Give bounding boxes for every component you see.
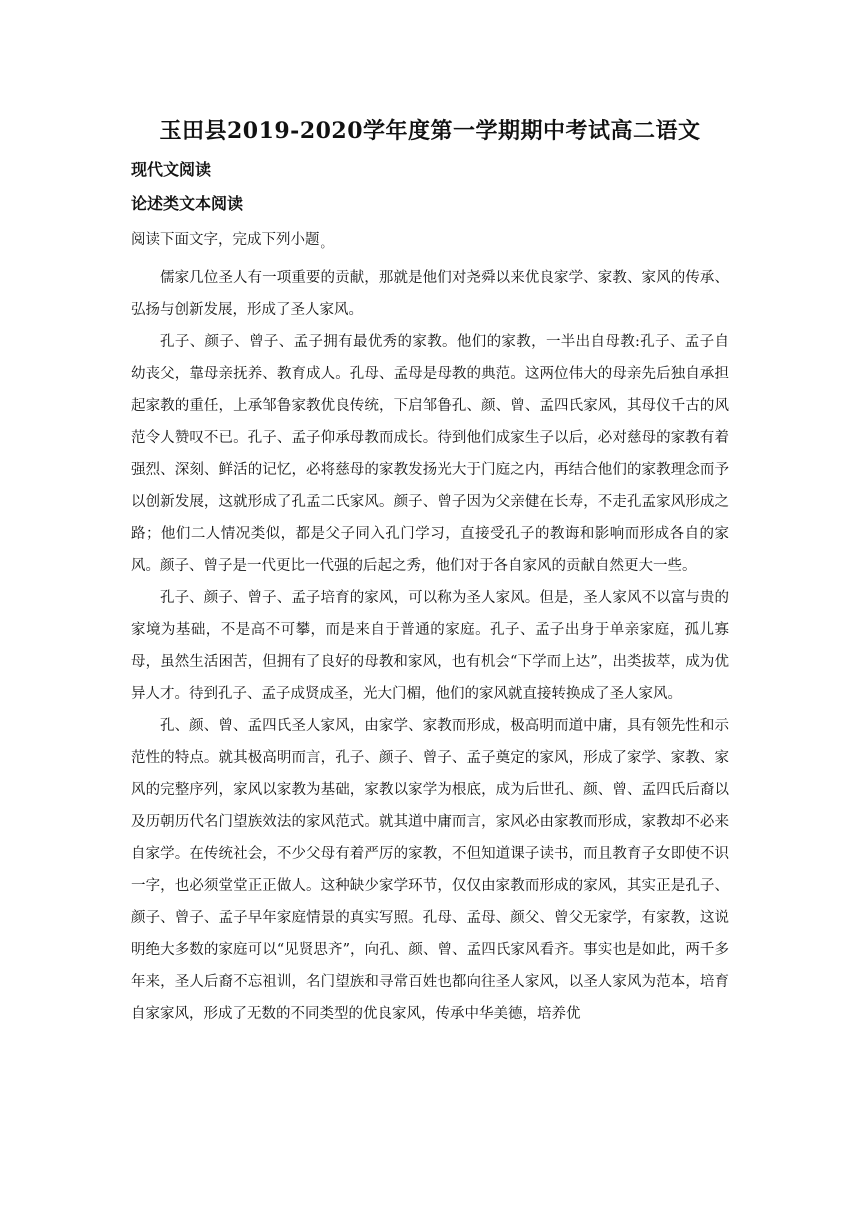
passage-paragraph: 孔子、颜子、曾子、孟子培育的家风，可以称为圣人家风。但是，圣人家风不以富与贵的家境为基础，不是高不可攀，而是来自于普通的家庭。孔子、孟子出身于单亲家庭，孤儿寡母，虽然生活困苦，但拥有了良好的母教和家风，也有机会“下学而上达”，出类拔萃，成为优异人才。待到孔子、孟子成贤成圣，光大门楣，他们的家风就直接转换成了圣人家风。: [131, 590, 729, 702]
passage-paragraph: 孔、颜、曾、孟四氏圣人家风，由家学、家教而形成，极高明而道中庸，具有领先性和示范性的特点。就其极高明而言，孔子、颜子、曾子、孟子奠定的家风，形成了家学、家教、家风的完整序列，家风以家教为基础，家教以家学为根底，成为后世孔、颜、曾、孟四氏后裔以及历朝历代名门望族效法的家风范式。就其道中庸而言，家风必由家教而形成，家教却不必来自家学。在传统社会，不少父母有着严厉的家教，不但知道课子读书，而且教育子女即使不识一字，也必须堂堂正正做人。这种缺少家学环节，仅仅由家教而形成的家风，其实正是孔子、颜子、曾子、孟子早年家庭情景的真实写照。孔母、孟母、颜父、曾父无家学，有家教，这说明绝大多数的家庭可以“见贤思齐”，向孔、颜、曾、孟四氏家风看齐。事实也是如此，两千多年来，圣人后裔不忘祖训，名门望族和寻常百姓也都向往圣人家风，以圣人家风为范本，培育自家家风，形成了无数的不同类型的优良家风，传承中华美德，培养优: [131, 718, 729, 1022]
passage-paragraph: 儒家几位圣人有一项重要的贡献，那就是他们对尧舜以来优良家学、家教、家风的传承、弘扬与创新发展，形成了圣人家风。: [131, 270, 729, 318]
reading-instruction: [131, 228, 333, 251]
document-title: 玉田县2019-2020学年度第一学期期中考试高二语文: [159, 118, 701, 144]
instruction-end-mark: 。: [320, 236, 333, 250]
instruction-text: 阅读下面文字，完成下列小题: [131, 232, 320, 248]
passage-paragraph: 孔子、颜子、曾子、孟子拥有最优秀的家教。他们的家教，一半出自母教:孔子、孟子自幼丧父，靠母亲抚养、教育成人。孔母、孟母是母教的典范。这两位伟大的母亲先后独自承担起家教的重任，上承邹鲁家教优良传统，下启邹鲁孔、颜、曾、孟四氏家风，其母仪千古的风范令人赞叹不已。孔子、孟子仰承母教而成长。待到他们成家生子以后，必对慈母的家教有着强烈、深刻、鲜活的记忆，必将慈母的家教发扬光大于门庭之内，再结合他们的家教理念而予以创新发展，这就形成了孔孟二氏家风。颜子、曾子因为父亲健在长寿，不走孔孟家风形成之路；他们二人情况类似，都是父子同入孔门学习，直接受孔子的教诲和影响而形成各自的家风。颜子、曾子是一代更比一代强的后起之秀，他们对于各自家风的贡献自然更大一些。: [131, 334, 729, 574]
section-heading-modern-reading: 现代文阅读: [131, 160, 212, 179]
passage-body: [131, 262, 729, 1030]
section-heading-argumentative-reading: 论述类文本阅读: [131, 194, 244, 213]
